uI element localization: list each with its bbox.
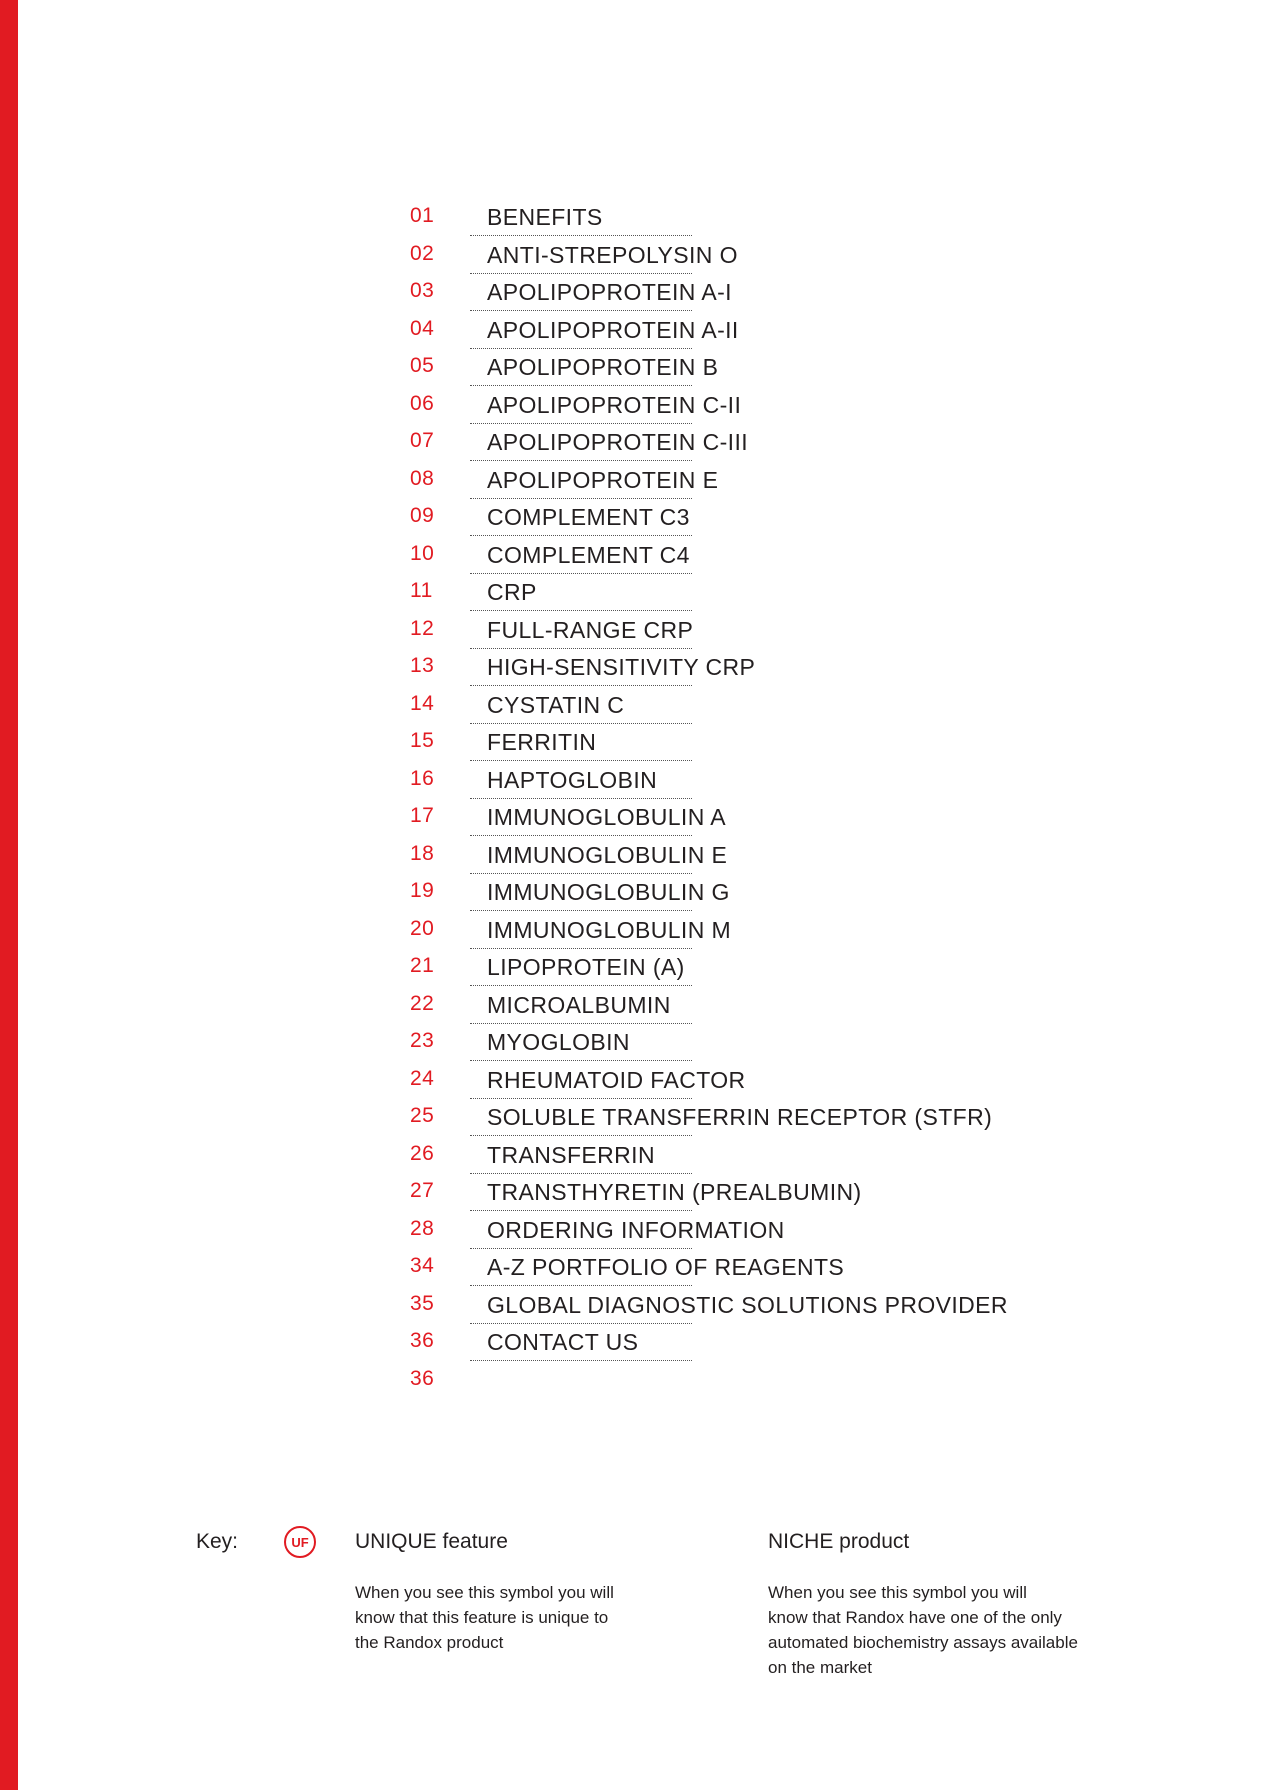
toc-section-title: APOLIPOPROTEIN E — [487, 466, 719, 493]
toc-section-title: BENEFITS — [487, 204, 603, 230]
dotted-divider — [470, 235, 692, 236]
toc-page-number: 35 — [410, 1291, 435, 1315]
dotted-divider — [470, 423, 692, 424]
dotted-divider — [470, 948, 692, 949]
toc-section-title: IMMUNOGLOBULIN E — [487, 841, 728, 868]
toc-section-title: IMMUNOGLOBULIN A — [487, 804, 726, 830]
unique-feature-icon: UF — [284, 1526, 316, 1558]
toc-page-number: 12 — [410, 616, 435, 640]
dotted-divider — [470, 910, 692, 911]
description-line: automated biochemistry assays available — [768, 1633, 1078, 1652]
dotted-divider — [470, 648, 692, 649]
toc-section-title: HIGH-SENSITIVITY CRP — [487, 654, 756, 680]
toc-page-number: 19 — [410, 879, 435, 902]
toc-page-number: 16 — [410, 766, 435, 790]
toc-page-number: 24 — [410, 1066, 435, 1090]
toc-page-number: 05 — [410, 354, 435, 377]
dotted-divider — [470, 1323, 692, 1324]
toc-section-title: HAPTOGLOBIN — [487, 766, 658, 793]
toc-section-title: SOLUBLE TRANSFERRIN RECEPTOR (STFR) — [487, 1104, 993, 1130]
toc-page-number: 17 — [410, 804, 435, 827]
toc-page-number: 22 — [410, 991, 435, 1015]
toc-page-number: 36 — [410, 1366, 435, 1390]
dotted-divider — [470, 760, 692, 761]
toc-section-title: FERRITIN — [487, 729, 597, 755]
dotted-divider — [470, 273, 692, 274]
dotted-divider — [470, 985, 692, 986]
toc-section-title: MYOGLOBIN — [487, 1029, 630, 1055]
toc-page-number: 09 — [410, 504, 435, 527]
toc-section-title: MICROALBUMIN — [487, 991, 671, 1018]
toc-page-number: 13 — [410, 654, 435, 677]
dotted-divider — [470, 723, 692, 724]
toc-page-number: 04 — [410, 316, 435, 340]
toc-section-title: FULL-RANGE CRP — [487, 616, 694, 643]
key-label: Key: — [196, 1530, 239, 1553]
toc-page-number: 27 — [410, 1179, 435, 1202]
unique-feature-description — [355, 1580, 614, 1655]
description-line: know that this feature is unique to — [355, 1608, 609, 1627]
dotted-divider — [470, 1173, 692, 1174]
toc-section-title: LIPOPROTEIN (A) — [487, 954, 685, 980]
description-line: know that Randox have one of the only — [768, 1608, 1062, 1627]
description-line: the Randox product — [355, 1633, 504, 1652]
toc-page-number: 03 — [410, 279, 435, 302]
toc-page-number: 20 — [410, 916, 435, 940]
unique-feature-heading: UNIQUE feature — [355, 1530, 508, 1553]
toc-section-title: APOLIPOPROTEIN B — [487, 354, 719, 380]
red-side-bar — [0, 0, 18, 1790]
dotted-divider — [470, 1210, 692, 1211]
dotted-divider — [470, 535, 692, 536]
dotted-divider — [470, 685, 692, 686]
dotted-divider — [470, 1135, 692, 1136]
dotted-divider — [470, 835, 692, 836]
toc-page-number: 01 — [410, 204, 435, 227]
toc-page-number: 02 — [410, 241, 435, 265]
toc-section-title: GLOBAL DIAGNOSTIC SOLUTIONS PROVIDER — [487, 1291, 1008, 1318]
toc-section-title: COMPLEMENT C3 — [487, 504, 690, 530]
toc-page-number: 14 — [410, 691, 435, 715]
dotted-divider — [470, 348, 692, 349]
toc-page-number: 26 — [410, 1141, 435, 1165]
toc-section-title: A-Z PORTFOLIO OF REAGENTS — [487, 1254, 845, 1280]
toc-page-number: 07 — [410, 429, 435, 452]
toc-page-number: 36 — [410, 1329, 435, 1352]
toc-section-title: TRANSFERRIN — [487, 1141, 655, 1168]
toc-page-number: 11 — [410, 579, 433, 602]
niche-product-description — [768, 1580, 1078, 1680]
dotted-divider — [470, 873, 692, 874]
dotted-divider — [470, 498, 692, 499]
dotted-divider — [470, 1285, 692, 1286]
dotted-divider — [470, 1248, 692, 1249]
toc-page-number: 23 — [410, 1029, 435, 1052]
dotted-divider — [470, 610, 692, 611]
toc-section-title: CYSTATIN C — [487, 691, 625, 718]
toc-page-number: 08 — [410, 466, 435, 490]
dotted-divider — [470, 1098, 692, 1099]
toc-page-number: 06 — [410, 391, 435, 415]
dotted-divider — [470, 310, 692, 311]
toc-page-number: 21 — [410, 954, 435, 977]
toc-section-title: ORDERING INFORMATION — [487, 1216, 785, 1243]
toc-page-number: 15 — [410, 729, 435, 752]
toc-page-number: 25 — [410, 1104, 435, 1127]
description-line: on the market — [768, 1658, 872, 1677]
dotted-divider — [470, 1060, 692, 1061]
toc-page-number: 28 — [410, 1216, 435, 1240]
toc-section-title: COMPLEMENT C4 — [487, 541, 690, 568]
dotted-divider — [470, 573, 692, 574]
toc-section-title: APOLIPOPROTEIN A-I — [487, 279, 732, 305]
dotted-divider — [470, 1023, 692, 1024]
niche-product-heading: NICHE product — [768, 1530, 910, 1553]
toc-section-title: APOLIPOPROTEIN C-III — [487, 429, 749, 455]
toc-page-number: 18 — [410, 841, 435, 865]
toc-section-title: TRANSTHYRETIN (PREALBUMIN) — [487, 1179, 862, 1205]
dotted-divider — [470, 460, 692, 461]
toc-section-title: RHEUMATOID FACTOR — [487, 1066, 746, 1093]
toc-section-title: CONTACT US — [487, 1329, 639, 1355]
description-line: When you see this symbol you will — [355, 1583, 614, 1602]
toc-section-title: APOLIPOPROTEIN A-II — [487, 316, 739, 343]
description-line: When you see this symbol you will — [768, 1583, 1027, 1602]
toc-section-title: IMMUNOGLOBULIN M — [487, 916, 732, 943]
dotted-divider — [470, 1360, 692, 1361]
dotted-divider — [470, 798, 692, 799]
toc-section-title: APOLIPOPROTEIN C-II — [487, 391, 742, 418]
dotted-divider — [470, 385, 692, 386]
toc-section-title: CRP — [487, 579, 537, 605]
toc-section-title: IMMUNOGLOBULIN G — [487, 879, 730, 905]
toc-page-number: 10 — [410, 541, 435, 565]
toc-section-title: ANTI-STREPOLYSIN O — [487, 241, 738, 268]
toc-page-number: 34 — [410, 1254, 435, 1277]
